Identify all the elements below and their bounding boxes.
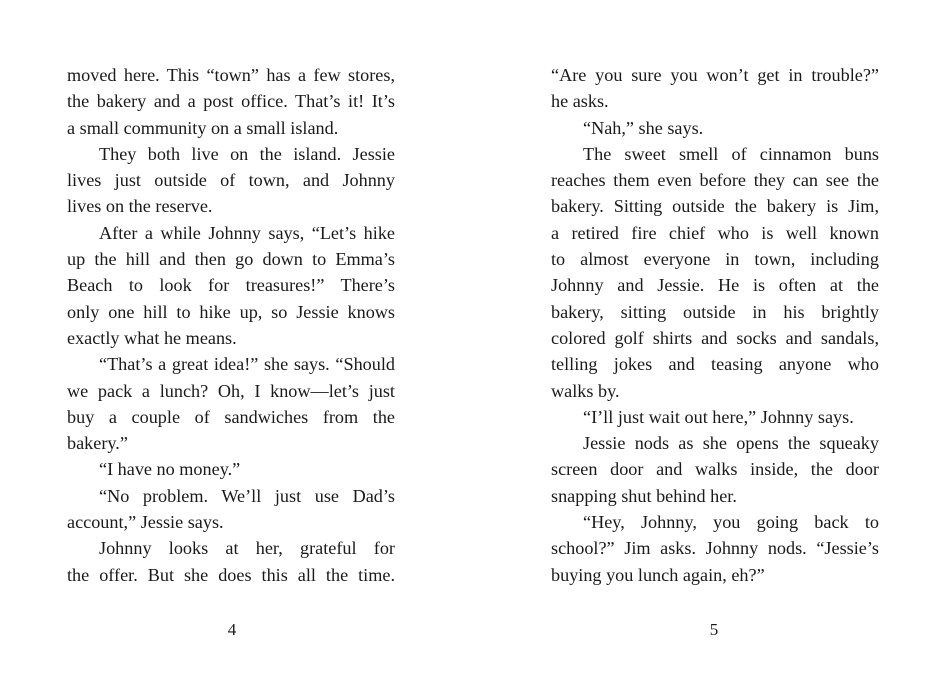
text-line: to almost everyone in town, including bbox=[551, 249, 879, 270]
page-number-left: 4 bbox=[227, 620, 237, 639]
text-line: a small community on a small island. bbox=[67, 117, 339, 138]
text-line: up the hill and then go down to Emma’s bbox=[67, 249, 395, 270]
text-line: snapping shut behind her. bbox=[551, 485, 737, 506]
text-line: Johnny looks at her, grateful for bbox=[99, 538, 395, 559]
text-line: They both live on the island. Jessie bbox=[99, 143, 395, 164]
text-line: lives on the reserve. bbox=[67, 196, 213, 217]
text-line: buy a couple of sandwiches from the bbox=[67, 406, 395, 427]
text-line: the bakery and a post office. That’s it! It’s bbox=[67, 91, 395, 112]
text-line: school?” Jim asks. Johnny nods. “Jessie’s bbox=[551, 538, 879, 559]
text-line: only one hill to hike up, so Jessie knows bbox=[67, 301, 395, 322]
text-line: account,” Jessie says. bbox=[67, 512, 224, 533]
text-line: we pack a lunch? Oh, I know—let’s just bbox=[67, 380, 395, 401]
right-page-text bbox=[551, 62, 879, 622]
text-line: the offer. But she does this all the time. bbox=[67, 564, 395, 585]
text-line: moved here. This “town” has a few stores, bbox=[67, 65, 395, 85]
text-line: colored golf shirts and socks and sandals, bbox=[551, 327, 879, 348]
text-line: buying you lunch again, eh?” bbox=[551, 564, 765, 585]
text-line: he asks. bbox=[551, 91, 609, 112]
text-line: bakery, sitting outside in his brightly bbox=[551, 301, 879, 322]
text-line: Jessie nods as she opens the squeaky bbox=[583, 433, 879, 454]
page-number-right: 5 bbox=[709, 620, 719, 639]
text-line: “No problem. We’ll just use Dad’s bbox=[99, 485, 395, 506]
text-line: reaches them even before they can see the bbox=[551, 170, 879, 191]
text-line: a retired fire chief who is well known bbox=[551, 222, 879, 243]
left-page-text bbox=[67, 62, 395, 622]
text-line: lives just outside of town, and Johnny bbox=[67, 170, 395, 191]
text-line: The sweet smell of cinnamon buns bbox=[583, 143, 879, 164]
text-line: “Are you sure you won’t get in trouble?” bbox=[551, 65, 879, 85]
text-line: Beach to look for treasures!” There’s bbox=[67, 275, 395, 296]
text-line: telling jokes and teasing anyone who bbox=[551, 354, 879, 375]
text-line: screen door and walks inside, the door bbox=[551, 459, 879, 480]
text-line: “I’ll just wait out here,” Johnny says. bbox=[583, 406, 854, 427]
text-line: “That’s a great idea!” she says. “Should bbox=[99, 354, 395, 375]
text-line: “I have no money.” bbox=[99, 459, 241, 480]
text-line: Johnny and Jessie. He is often at the bbox=[551, 275, 879, 296]
text-line: walks by. bbox=[551, 380, 620, 401]
text-line: exactly what he means. bbox=[67, 327, 237, 348]
text-line: “Nah,” she says. bbox=[583, 117, 704, 138]
text-line: After a while Johnny says, “Let’s hike bbox=[99, 222, 395, 243]
text-line: bakery.” bbox=[67, 433, 128, 454]
text-line: “Hey, Johnny, you going back to bbox=[583, 512, 879, 533]
text-line: bakery. Sitting outside the bakery is Jim, bbox=[551, 196, 879, 217]
